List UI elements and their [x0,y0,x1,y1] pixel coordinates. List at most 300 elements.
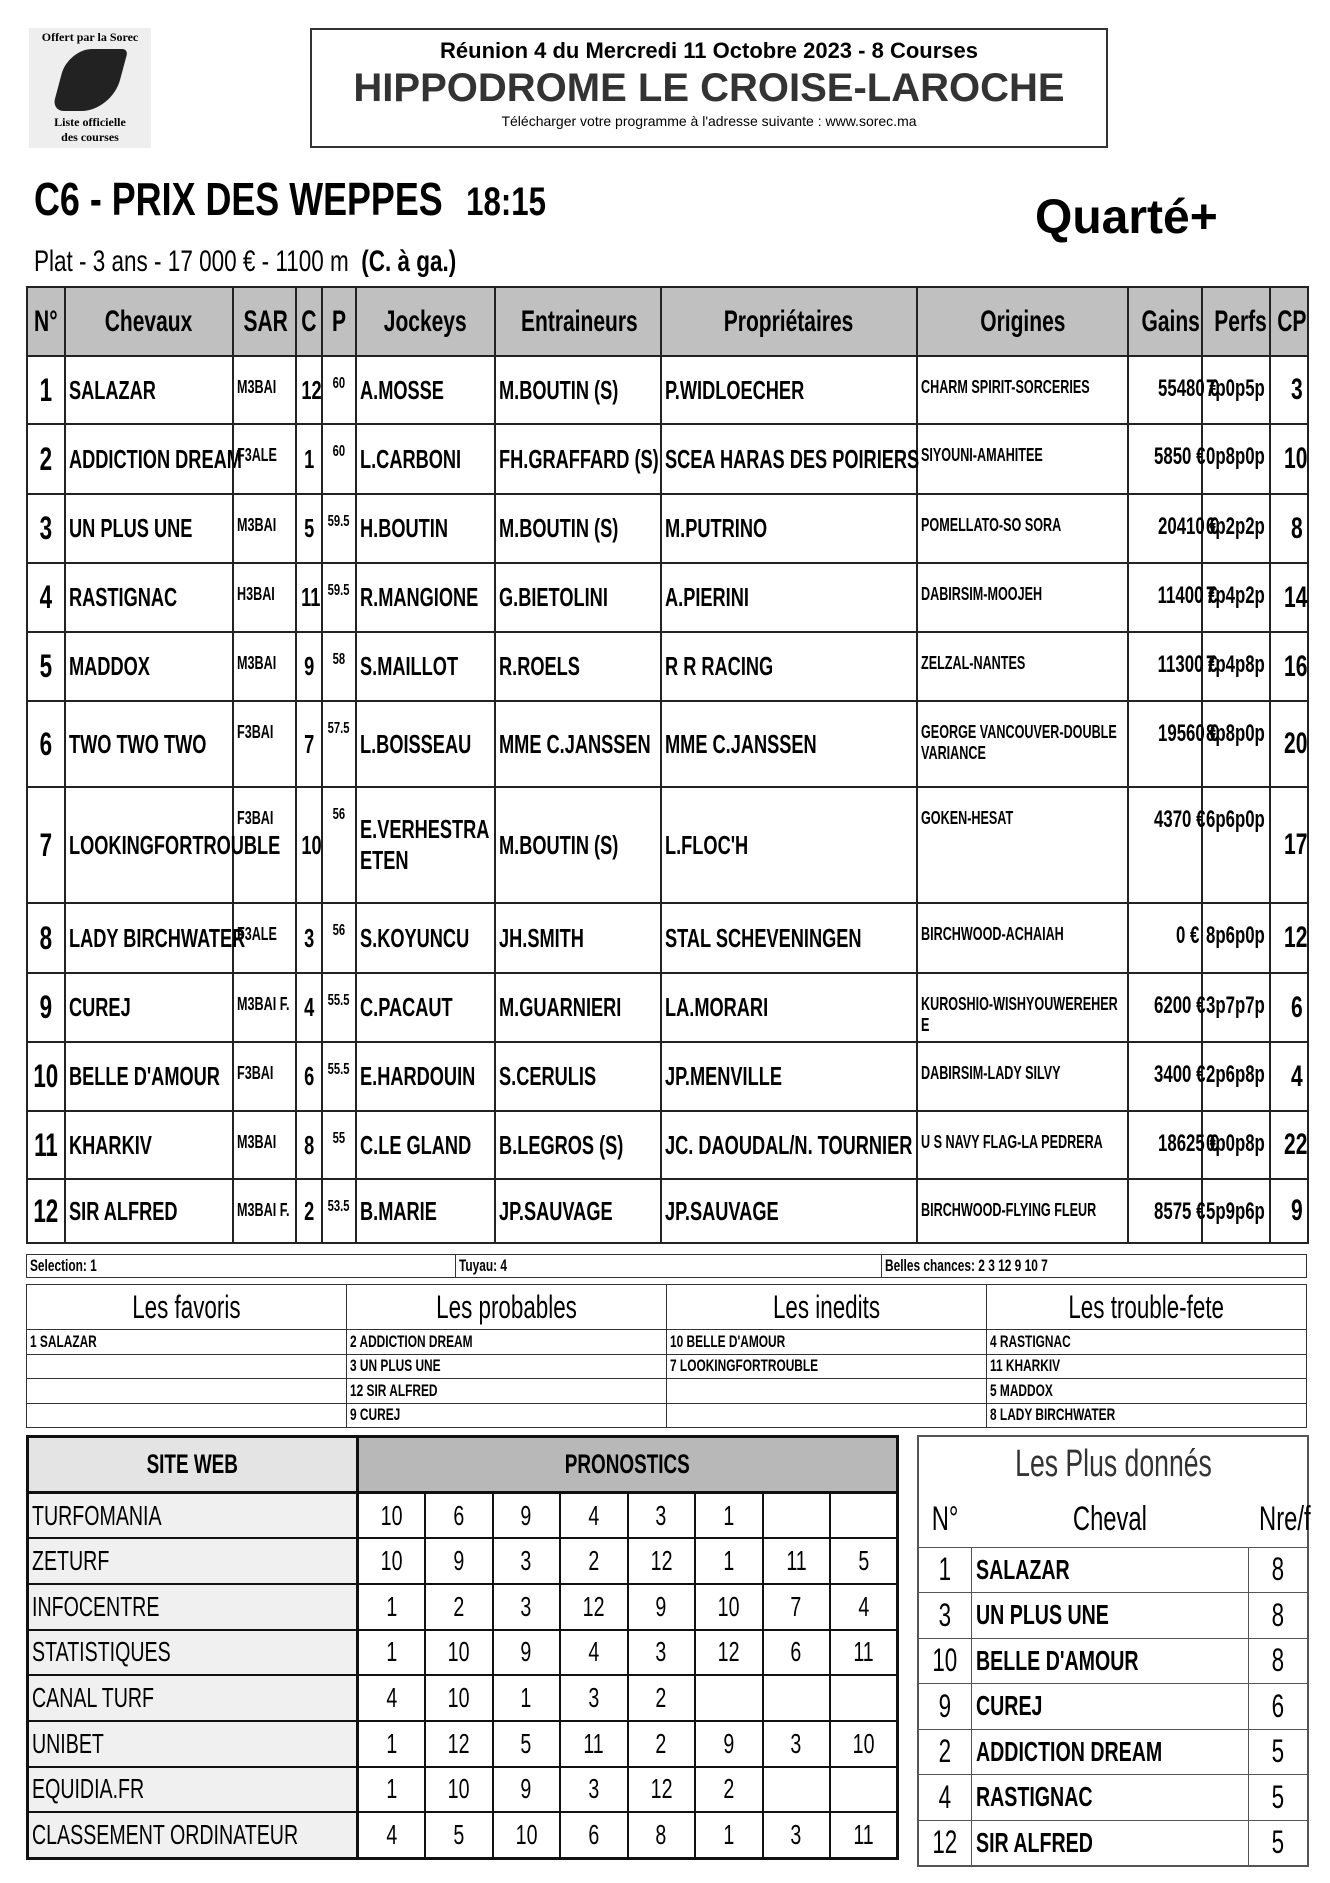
pick-cell [358,1675,426,1721]
runner-cheval [65,1179,233,1243]
cell-text: 20 [1284,727,1308,760]
cell-text: 5 MADDOX [990,1380,1053,1400]
category-row [27,1354,1307,1379]
runner-p [322,494,356,563]
pick-cell [830,1812,898,1858]
cell-text: UNIBET [32,1727,104,1759]
site-name [28,1767,358,1813]
runner-n [27,563,65,632]
runner-proprietaire [661,701,917,787]
cell-text: 4 [1291,1059,1303,1093]
pronostic-row [28,1493,898,1539]
cell-text: 9 [39,989,53,1025]
cell-text: 4 [938,1778,951,1815]
cell-text: 8 LADY BIRCHWATER [990,1405,1116,1425]
cell-text: 3 [520,1590,532,1622]
category-header [27,1285,347,1330]
cell-text: 12 [1284,921,1308,954]
cell-text: B.MARIE [360,1195,437,1226]
cell-text: M.PUTRINO [665,513,768,543]
race-title [34,172,690,226]
cell-text: 57.5 [328,720,350,737]
cell-text: 2 [938,1733,951,1770]
pronostic-row [28,1767,898,1813]
cell-text: 11 [853,1636,874,1668]
cell-text: 5 [1271,1824,1284,1860]
cell-text: 7p0p5p [1206,375,1265,402]
site-web-header [28,1437,358,1493]
pick-cell [358,1812,426,1858]
pick-cell [628,1767,696,1813]
pick-cell [763,1584,831,1630]
cell-text: F3ALE [237,445,277,465]
cell-text: Origines [979,304,1066,338]
pick-cell [830,1584,898,1630]
runner-entraineur [495,632,661,701]
cell-text: 10 [852,1727,875,1759]
cell-text: 6 [790,1636,802,1668]
runner-perfs [1202,424,1270,494]
cell-text: 7 [303,728,315,759]
cell-text: 12 [650,1773,673,1805]
cell-text: M.GUARNIERI [499,992,622,1022]
cell-text: Selection: 1 [30,1256,97,1275]
cell-text: 6 [1271,1687,1284,1724]
pick-cell [628,1630,696,1676]
cell-text: CUREJ [69,992,131,1022]
cell-text: 3 [39,510,53,546]
cell-text: RASTIGNAC [975,1781,1093,1813]
runner-jockey [356,563,495,632]
cell-text: 9 CUREJ [350,1405,401,1425]
cell-text: 3 [938,1596,951,1633]
pronostic-row [28,1721,898,1767]
cell-text: 1 [39,371,53,408]
runner-cp [1270,973,1308,1042]
runner-entraineur [495,1179,661,1243]
runner-proprietaire [661,632,917,701]
cell-text: 0p0p8p [1206,1130,1265,1157]
runner-row [27,1042,1308,1111]
cell-text: 2p6p8p [1206,1061,1265,1088]
cell-text: BELLE D'AMOUR [69,1061,220,1091]
nre-count [1248,1593,1308,1639]
cell-text: PRONOSTICS [565,1449,691,1479]
nre-count [1248,1638,1308,1684]
cell-text: 10 [380,1499,403,1531]
runner-perfs [1202,356,1270,424]
cell-text: 11 [301,582,321,612]
meeting-header [310,28,1108,148]
bet-type: Quarté+ [1035,191,1218,244]
runner-entraineur [495,787,661,903]
category-header [987,1285,1307,1330]
pick-cell [358,1767,426,1813]
category-entry [27,1379,347,1404]
runner-cp [1270,701,1308,787]
cell-text: 3 [588,1682,600,1714]
runner-perfs [1202,787,1270,903]
runner-cheval [65,1111,233,1179]
category-entry [27,1330,347,1355]
runner-proprietaire [661,973,917,1042]
cell-text: JH.SMITH [499,922,584,953]
column-header [495,287,661,356]
horse-number [918,1729,971,1775]
horse-name [971,1820,1248,1866]
cell-text: 56 [332,806,346,823]
runner-sar [233,494,296,563]
cell-text: 6 [303,1061,315,1091]
runner-c [296,701,322,787]
cell-text: F3ALE [237,924,277,944]
runner-proprietaire [661,424,920,494]
cell-text: R.ROELS [499,651,580,681]
cell-text: KHARKIV [69,1129,152,1160]
cell-text: 1 [303,443,315,474]
pick-cell [560,1812,628,1858]
horse-number [918,1820,971,1866]
runner-perfs [1202,632,1270,701]
tuyau-text [456,1255,882,1277]
cell-text: F3BAI [237,722,274,742]
cell-text: F3BAI [237,808,274,828]
runner-n [27,356,65,424]
horse-name [971,1547,1248,1593]
cell-text: C.PACAUT [360,992,453,1022]
runner-gains [1128,1179,1206,1243]
cell-text: 10 [447,1682,470,1714]
runner-p [322,1111,356,1179]
cell-text: 55480 € [1158,375,1219,402]
column-header [322,287,356,356]
cell-text: 5 [858,1545,869,1577]
column-header [233,287,296,356]
plus-donnes-row [918,1547,1308,1593]
cell-text: C.LE GLAND [360,1129,472,1160]
cell-text: E.HARDOUIN [360,1061,476,1091]
horse-number [918,1775,971,1821]
cell-text: 6 [1291,990,1303,1024]
cell-text: 11 [786,1545,807,1577]
runner-p [322,1179,356,1243]
pick-cell [628,1538,696,1584]
cell-text: 4 RASTIGNAC [990,1331,1071,1351]
cell-text: 8 [1271,1551,1284,1588]
cell-text: 9 [520,1499,532,1531]
cell-text: SALAZAR [975,1553,1070,1585]
cell-text: 0p8p0p [1206,443,1265,470]
cell-text: R.MANGIONE [360,582,479,612]
runner-jockey [356,903,495,973]
runner-sar [233,632,296,701]
runner-c [296,787,322,903]
cell-text: SIR ALFRED [975,1826,1093,1858]
runner-n [27,632,65,701]
runner-sar [233,701,296,787]
runner-p [322,563,356,632]
cell-text: 3 [1291,373,1303,406]
category-entry [667,1330,987,1355]
cell-text: 60 [332,443,346,460]
cell-text: SIYOUNI-AMAHITEE [921,445,1043,465]
cell-text: 6 [588,1818,600,1850]
plus-donnes-table [917,1435,1309,1867]
logo-bottom-text-1: Liste officielle [54,115,126,129]
cell-text: 5850 € [1154,443,1206,470]
plus-donnes-column-header [971,1492,1248,1547]
cell-text: H.BOUTIN [360,513,448,543]
cell-text: 7 [39,826,53,863]
cell-text: Jockeys [384,304,467,338]
runner-jockey [356,424,495,494]
cell-text: 2 [655,1682,667,1714]
cell-text: SITE WEB [146,1449,239,1479]
runner-c [296,632,322,701]
cell-text: BIRCHWOOD-ACHAIAH [921,924,1064,944]
cell-text: 5 [453,1818,465,1850]
category-row [27,1403,1307,1428]
selection-text [27,1255,456,1277]
pronostics-header [358,1437,898,1493]
category-entry [667,1379,987,1404]
belles-chances-text [882,1255,1306,1277]
plus-donnes-row [918,1729,1308,1775]
pronostic-row [28,1812,898,1858]
cell-text: 3400 € [1154,1061,1206,1088]
runner-entraineur [495,1111,661,1179]
runner-p [322,356,356,424]
runner-cp [1270,563,1308,632]
runner-row [27,632,1308,701]
cell-text: 10 [1284,442,1308,475]
cell-text: 14 [1284,580,1308,614]
runner-sar [233,356,296,424]
runner-row [27,563,1308,632]
runner-perfs [1202,701,1270,787]
horse-number [918,1593,971,1639]
runner-jockey [356,787,495,903]
site-name [28,1721,358,1767]
cell-text: 8 [1271,1596,1284,1633]
runner-c [296,356,322,424]
pick-cell [830,1630,898,1676]
runner-cheval [65,563,233,632]
runner-cheval [65,494,233,563]
runner-sar [233,903,296,973]
cell-text: 9 [303,651,315,681]
cell-text: 2 [655,1727,667,1759]
cell-text: BELLE D'AMOUR [975,1644,1139,1676]
cell-text: 5 [1271,1733,1284,1770]
race-conditions [34,245,597,279]
runner-n [27,1111,65,1179]
cell-text: 10 [447,1773,470,1805]
pronostic-row [28,1675,898,1721]
site-name [28,1812,358,1858]
cell-text: FH.GRAFFARD (S) [499,443,659,474]
plus-donnes-row [918,1684,1308,1730]
pick-cell [425,1538,493,1584]
runner-sar [233,973,296,1042]
pick-cell [763,1630,831,1676]
cell-text: C [301,304,317,338]
runner-row [27,701,1308,787]
cell-text: JP.SAUVAGE [665,1195,779,1226]
cell-text: KUROSHIO-WISHYOUWEREHERE [921,994,1118,1035]
cell-text: 9 [655,1590,667,1622]
runner-perfs [1202,494,1270,563]
runner-origines [917,1111,1128,1179]
pick-cell [425,1630,493,1676]
cell-text: SCEA HARAS DES POIRIERS [665,443,920,474]
runner-cp [1270,424,1308,494]
pick-cell [763,1675,831,1721]
cell-text: B.LEGROS (S) [499,1129,624,1160]
cell-text: 10 [301,829,322,860]
cell-text: M3BAI F. [237,994,290,1014]
nre-count [1248,1684,1308,1730]
runner-gains [1128,903,1202,973]
cell-text: 11400 € [1157,582,1218,609]
cell-text: 1 [520,1682,532,1714]
cell-text: 2 [303,1195,315,1226]
pick-cell [493,1538,561,1584]
category-entry [987,1330,1307,1355]
runner-c [296,563,322,632]
runner-row [27,903,1308,973]
cell-text: ADDICTION DREAM [975,1735,1162,1767]
plus-donnes-title [918,1436,1308,1492]
runner-p [322,701,356,787]
cell-text: Nre/f [1259,1499,1311,1538]
cell-text: 11 [853,1818,874,1850]
runner-perfs [1202,563,1270,632]
runner-entraineur [495,494,661,563]
category-entry [667,1354,987,1379]
download-notice: Télécharger votre programme à l'adresse suivante : www.sorec.ma [501,113,917,129]
runner-entraineur [495,701,661,787]
cell-text: SAR [243,304,288,338]
pick-cell [695,1812,763,1858]
runner-row [27,787,1308,903]
cell-text: 11 [583,1727,604,1759]
nre-count [1248,1729,1308,1775]
column-header [27,287,65,356]
cell-text: 4 [303,992,315,1022]
pick-cell [493,1493,561,1539]
logo-top-text: Offert par la Sorec [41,30,139,44]
pick-cell [493,1812,561,1858]
cell-text: 59.5 [328,582,350,599]
sorec-logo [29,28,151,148]
runner-jockey [356,1179,495,1243]
pick-cell [560,1538,628,1584]
runner-origines [917,563,1128,632]
cell-text: 8p8p0p [1206,720,1265,747]
runner-proprietaire [661,356,917,424]
runner-jockey [356,356,495,424]
runner-row [27,356,1308,424]
cell-text: 12 [447,1727,470,1759]
cell-text: 12 [932,1824,958,1860]
cell-text: Cheval [1072,1499,1147,1538]
runner-entraineur [495,973,661,1042]
category-row [27,1379,1307,1404]
runner-c [296,494,322,563]
pick-cell [493,1767,561,1813]
cell-text: 8 [39,919,53,956]
pick-cell [425,1493,493,1539]
hippodrome-name: HIPPODROME LE CROISE-LAROCHE [353,66,1065,110]
cell-text: G.BIETOLINI [499,582,608,612]
column-header [1202,287,1270,356]
cell-text: M3BAI F. [237,1200,290,1220]
category-entry [667,1403,987,1428]
cell-text: 3 [303,922,315,953]
cell-text: 12 SIR ALFRED [350,1380,438,1400]
pronostics-table [26,1435,899,1860]
hand-text: (C. à ga.) [361,245,457,278]
cell-text: 3 [790,1818,802,1850]
cell-text: 22 [1284,1128,1308,1161]
cell-text: 10 [380,1545,403,1577]
cell-text: A.MOSSE [360,374,444,405]
runner-origines [917,356,1128,424]
cell-text: EQUIDIA.FR [32,1773,145,1805]
cell-text: DABIRSIM-LADY SILVY [921,1063,1061,1083]
cell-text: 9 [1291,1194,1303,1227]
cell-text: P.WIDLOECHER [665,374,805,405]
cell-text: 5p9p6p [1206,1198,1265,1225]
cell-text: 10 [515,1818,538,1850]
runner-entraineur [495,903,661,973]
column-header [661,287,917,356]
runner-n [27,1042,65,1111]
cell-text: ZETURF [32,1545,110,1577]
runner-cp [1270,1179,1308,1243]
cell-text: 4 [588,1499,600,1531]
runner-jockey [356,701,495,787]
cell-text: 60 [332,375,346,392]
cell-text: POMELLATO-SO SORA [921,515,1062,535]
cell-text: Les Plus donnés [1014,1443,1212,1485]
cell-text: 4 [386,1682,397,1714]
pick-cell [695,1493,763,1539]
pick-cell [628,1721,696,1767]
runner-gains [1128,787,1206,903]
cell-text: 4370 € [1154,806,1206,833]
category-entry [987,1354,1307,1379]
cell-text: 1 [386,1727,397,1759]
cell-text: Les favoris [132,1288,241,1325]
cell-text: 56 [332,922,346,939]
runner-n [27,787,65,903]
runner-gains [1128,494,1219,563]
pick-cell [628,1812,696,1858]
pick-cell [628,1584,696,1630]
cell-text: UN PLUS UNE [975,1599,1109,1631]
cell-text: 6 [39,725,53,762]
plus-donnes-column-header [1248,1492,1311,1547]
runner-perfs [1202,903,1270,973]
cell-text: 3 [655,1499,667,1531]
pick-cell [560,1767,628,1813]
pick-cell [425,1675,493,1721]
cell-text: 1 SALAZAR [30,1331,97,1351]
horse-name [971,1729,1248,1775]
cell-text: 9 [453,1545,465,1577]
